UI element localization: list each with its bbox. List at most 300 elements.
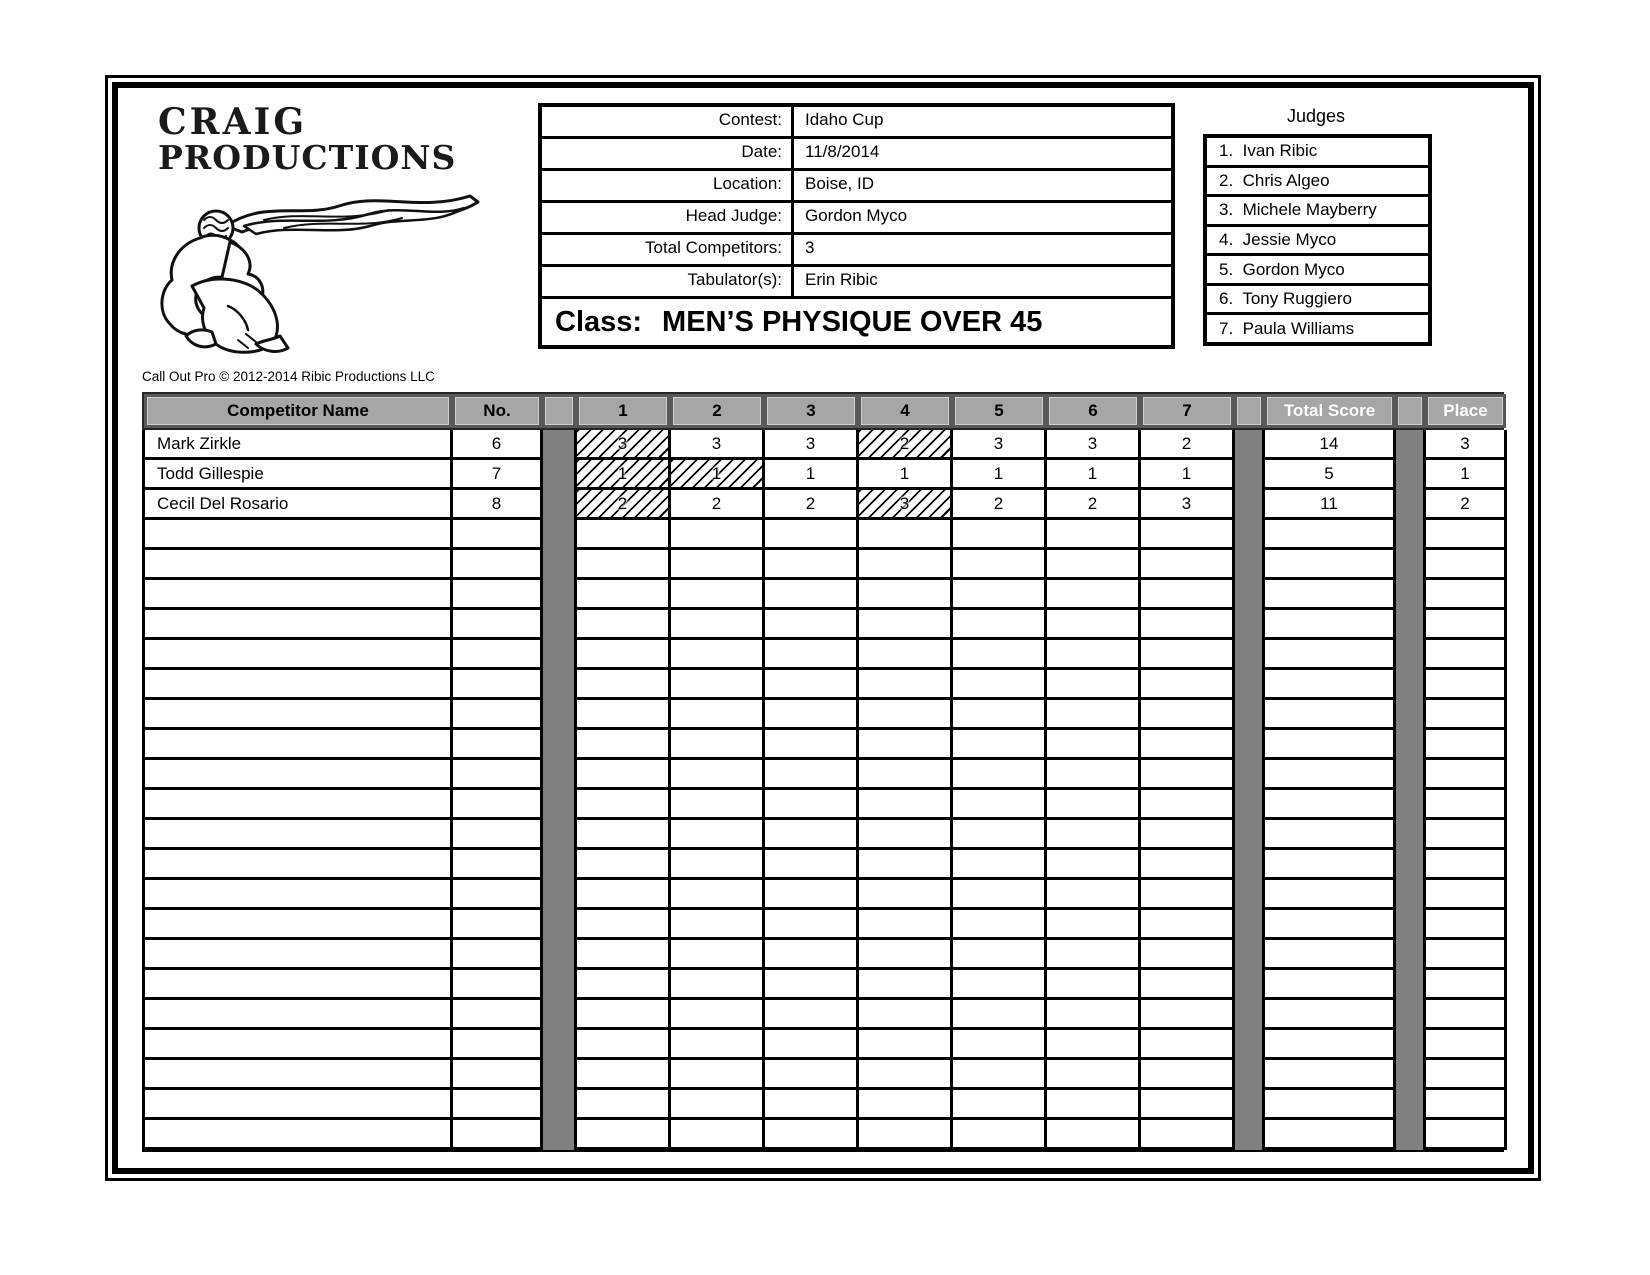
score-cell-judge-4: [859, 910, 953, 940]
score-cell-judge-7: [1141, 880, 1235, 910]
spacer-cell: [1396, 610, 1426, 640]
score-cell-judge-7: [1141, 970, 1235, 1000]
score-cell-judge-5: [953, 970, 1047, 1000]
score-cell-judge-1: [577, 700, 671, 730]
spacer-cell: [543, 910, 577, 940]
spacer-cell: [543, 460, 577, 490]
score-cell-judge-2: [671, 640, 765, 670]
judge-item: 5. Gordon Myco: [1207, 256, 1428, 286]
score-cell-judge-1: [577, 1030, 671, 1060]
judge-item: 1. Ivan Ribic: [1207, 138, 1428, 168]
competitor-no-cell: 7: [453, 460, 543, 490]
spacer-cell: [543, 760, 577, 790]
score-cell-judge-2: [671, 940, 765, 970]
empty-row: [145, 1030, 1504, 1060]
score-cell-judge-3: 2: [765, 490, 859, 520]
place-cell: [1426, 550, 1507, 580]
competitor-no-cell: [453, 1060, 543, 1090]
spacer-cell: [543, 550, 577, 580]
score-cell-judge-1: [577, 550, 671, 580]
score-cell-judge-3: [765, 1120, 859, 1150]
score-cell-judge-1: 1: [577, 460, 671, 490]
total-score-cell: 5: [1265, 460, 1396, 490]
place-cell: [1426, 730, 1507, 760]
score-cell-judge-1: [577, 1000, 671, 1030]
score-cell-judge-4: [859, 730, 953, 760]
score-cell-judge-7: [1141, 580, 1235, 610]
empty-row: [145, 970, 1504, 1000]
competitor-name-cell: Cecil Del Rosario: [145, 490, 453, 520]
competitor-name-cell: [145, 550, 453, 580]
competitor-no-cell: [453, 700, 543, 730]
score-cell-judge-3: [765, 880, 859, 910]
empty-row: [145, 820, 1504, 850]
competitor-no-cell: [453, 940, 543, 970]
score-cell-judge-2: [671, 1030, 765, 1060]
competitor-row: [145, 460, 1504, 490]
competitor-name-cell: [145, 520, 453, 550]
score-cell-judge-5: 3: [953, 430, 1047, 460]
location-row: [542, 171, 1171, 203]
score-cell-judge-7: [1141, 610, 1235, 640]
score-cell-judge-5: [953, 580, 1047, 610]
empty-row: [145, 850, 1504, 880]
score-cell-judge-2: [671, 610, 765, 640]
score-cell-judge-3: [765, 520, 859, 550]
spacer-cell: [1235, 430, 1265, 460]
competitor-name-cell: [145, 670, 453, 700]
spacer-cell: [543, 940, 577, 970]
judge-item: 2. Chris Algeo: [1207, 168, 1428, 198]
score-cell-judge-7: [1141, 1000, 1235, 1030]
spacer-cell: [1396, 730, 1426, 760]
score-cell-judge-7: [1141, 1030, 1235, 1060]
total-score-cell: [1265, 850, 1396, 880]
empty-row: [145, 1060, 1504, 1090]
header-spacer: [1234, 394, 1264, 428]
spacer-cell: [543, 1060, 577, 1090]
score-cell-judge-7: [1141, 910, 1235, 940]
score-cell-judge-5: [953, 790, 1047, 820]
place-cell: [1426, 790, 1507, 820]
score-cell-judge-2: [671, 1090, 765, 1120]
competitor-no-cell: [453, 610, 543, 640]
score-cell-judge-7: [1141, 790, 1235, 820]
score-cell-judge-2: [671, 1000, 765, 1030]
score-cell-judge-1: [577, 940, 671, 970]
score-cell-judge-6: [1047, 790, 1141, 820]
score-cell-judge-5: [953, 910, 1047, 940]
competitor-no-cell: [453, 520, 543, 550]
logo: [158, 101, 457, 177]
empty-row: [145, 640, 1504, 670]
total-score-cell: [1265, 820, 1396, 850]
spacer-cell: [1235, 1030, 1265, 1060]
score-cell-judge-7: 2: [1141, 430, 1235, 460]
place-cell: 2: [1426, 490, 1507, 520]
score-cell-judge-1: [577, 640, 671, 670]
total-score-cell: [1265, 880, 1396, 910]
competitor-no-cell: [453, 760, 543, 790]
place-cell: [1426, 580, 1507, 610]
spacer-cell: [1235, 1120, 1265, 1150]
score-cell-judge-6: [1047, 520, 1141, 550]
spacer-cell: [543, 790, 577, 820]
score-cell-judge-3: [765, 640, 859, 670]
spacer-cell: [1235, 880, 1265, 910]
score-cell-judge-6: [1047, 1000, 1141, 1030]
score-cell-judge-2: [671, 730, 765, 760]
place-cell: [1426, 760, 1507, 790]
score-table-header: [142, 392, 1504, 430]
empty-row: [145, 670, 1504, 700]
total-score-cell: [1265, 790, 1396, 820]
competitor-name-cell: [145, 910, 453, 940]
competitor-name-cell: [145, 1090, 453, 1120]
place-cell: [1426, 640, 1507, 670]
score-cell-judge-7: [1141, 640, 1235, 670]
spacer-cell: [1235, 490, 1265, 520]
place-cell: [1426, 1090, 1507, 1120]
score-cell-judge-5: [953, 1030, 1047, 1060]
class-row: [542, 299, 1171, 345]
score-cell-judge-3: [765, 610, 859, 640]
score-cell-judge-1: [577, 760, 671, 790]
score-cell-judge-5: [953, 640, 1047, 670]
score-cell-judge-6: [1047, 730, 1141, 760]
competitor-no-cell: [453, 1120, 543, 1150]
score-cell-judge-4: [859, 970, 953, 1000]
spacer-cell: [1235, 940, 1265, 970]
score-cell-judge-4: 2: [859, 430, 953, 460]
spacer-cell: [1396, 460, 1426, 490]
spacer-cell: [543, 1090, 577, 1120]
score-cell-judge-1: [577, 1060, 671, 1090]
score-cell-judge-4: [859, 700, 953, 730]
score-cell-judge-3: [765, 910, 859, 940]
score-cell-judge-6: 2: [1047, 490, 1141, 520]
score-cell-judge-4: 3: [859, 490, 953, 520]
total-score-cell: [1265, 520, 1396, 550]
place-cell: [1426, 940, 1507, 970]
score-cell-judge-4: [859, 670, 953, 700]
competitor-no-cell: [453, 880, 543, 910]
score-cell-judge-3: [765, 1000, 859, 1030]
spacer-cell: [1235, 700, 1265, 730]
spacer-cell: [1235, 970, 1265, 1000]
sheet-frame: [105, 75, 1541, 1181]
score-cell-judge-1: [577, 1120, 671, 1150]
score-cell-judge-2: 3: [671, 430, 765, 460]
score-cell-judge-2: [671, 880, 765, 910]
score-cell-judge-1: [577, 850, 671, 880]
total-competitors-value: 3: [791, 235, 1171, 264]
competitor-row: [145, 430, 1504, 460]
score-cell-judge-5: [953, 760, 1047, 790]
total-score-cell: [1265, 1120, 1396, 1150]
head-judge-label: Head Judge:: [685, 206, 782, 225]
sheet: [112, 82, 1534, 1174]
score-cell-judge-1: [577, 670, 671, 700]
spacer-cell: [1396, 520, 1426, 550]
spacer-cell: [1396, 1090, 1426, 1120]
score-cell-judge-4: [859, 610, 953, 640]
score-cell-judge-1: 3: [577, 430, 671, 460]
spacer-cell: [1396, 1030, 1426, 1060]
bodybuilder-logo-icon: [134, 174, 494, 362]
score-cell-judge-2: 2: [671, 490, 765, 520]
score-cell-judge-7: [1141, 670, 1235, 700]
score-cell-judge-6: [1047, 760, 1141, 790]
spacer-cell: [1235, 460, 1265, 490]
spacer-cell: [1235, 670, 1265, 700]
place-cell: [1426, 1060, 1507, 1090]
score-cell-judge-3: [765, 790, 859, 820]
score-cell-judge-5: [953, 700, 1047, 730]
judges-title: Judges: [1286, 106, 1346, 126]
score-cell-judge-4: [859, 790, 953, 820]
place-cell: [1426, 1030, 1507, 1060]
empty-row: [145, 940, 1504, 970]
header-competitor-name: Competitor Name: [144, 394, 452, 428]
score-cell-judge-2: [671, 700, 765, 730]
score-cell-judge-7: [1141, 1060, 1235, 1090]
total-competitors-label: Total Competitors:: [645, 238, 782, 257]
competitor-name-cell: [145, 820, 453, 850]
total-score-cell: [1265, 640, 1396, 670]
score-cell-judge-1: [577, 790, 671, 820]
score-cell-judge-1: [577, 820, 671, 850]
location-value: Boise, ID: [791, 171, 1171, 200]
competitor-name-cell: Mark Zirkle: [145, 430, 453, 460]
spacer-cell: [1396, 940, 1426, 970]
spacer-cell: [1396, 1120, 1426, 1150]
competitor-no-cell: [453, 790, 543, 820]
empty-row: [145, 580, 1504, 610]
competitor-no-cell: [453, 970, 543, 1000]
empty-row: [145, 1090, 1504, 1120]
competitor-no-cell: 8: [453, 490, 543, 520]
total-score-cell: [1265, 580, 1396, 610]
spacer-cell: [1396, 790, 1426, 820]
copyright-text: Call Out Pro © 2012-2014 Ribic Productions LLC: [142, 369, 435, 384]
spacer-cell: [543, 1030, 577, 1060]
header-judge-2: 2: [670, 394, 764, 428]
place-cell: [1426, 880, 1507, 910]
spacer-cell: [543, 970, 577, 1000]
empty-row: [145, 520, 1504, 550]
spacer-cell: [543, 1120, 577, 1150]
competitor-no-cell: [453, 580, 543, 610]
competitor-no-cell: [453, 1000, 543, 1030]
tabulator-label: Tabulator(s):: [687, 270, 782, 289]
spacer-cell: [543, 670, 577, 700]
competitor-no-cell: [453, 820, 543, 850]
score-cell-judge-4: [859, 520, 953, 550]
judge-item: 4. Jessie Myco: [1207, 227, 1428, 257]
spacer-cell: [1396, 850, 1426, 880]
header-judge-5: 5: [952, 394, 1046, 428]
score-cell-judge-3: [765, 820, 859, 850]
score-cell-judge-2: [671, 820, 765, 850]
score-cell-judge-4: [859, 550, 953, 580]
score-cell-judge-5: [953, 670, 1047, 700]
score-cell-judge-1: [577, 730, 671, 760]
competitor-name-cell: [145, 1030, 453, 1060]
score-table-body: [142, 430, 1504, 1152]
score-cell-judge-5: [953, 1060, 1047, 1090]
score-cell-judge-1: [577, 910, 671, 940]
score-cell-judge-3: [765, 970, 859, 1000]
spacer-cell: [1235, 790, 1265, 820]
spacer-cell: [543, 880, 577, 910]
score-cell-judge-7: [1141, 820, 1235, 850]
score-cell-judge-2: [671, 790, 765, 820]
score-cell-judge-5: [953, 820, 1047, 850]
score-cell-judge-3: [765, 700, 859, 730]
header-judge-4: 4: [858, 394, 952, 428]
score-cell-judge-7: [1141, 850, 1235, 880]
score-cell-judge-6: [1047, 610, 1141, 640]
spacer-cell: [1396, 640, 1426, 670]
competitor-name-cell: [145, 610, 453, 640]
score-cell-judge-6: [1047, 700, 1141, 730]
score-cell-judge-6: [1047, 550, 1141, 580]
total-score-cell: [1265, 1030, 1396, 1060]
score-cell-judge-1: [577, 520, 671, 550]
header-spacer: [542, 394, 576, 428]
score-cell-judge-2: [671, 520, 765, 550]
head-judge-row: [542, 203, 1171, 235]
score-cell-judge-4: [859, 850, 953, 880]
score-cell-judge-7: 3: [1141, 490, 1235, 520]
place-cell: 1: [1426, 460, 1507, 490]
date-row: [542, 139, 1171, 171]
empty-row: [145, 880, 1504, 910]
total-score-cell: [1265, 610, 1396, 640]
header-judge-3: 3: [764, 394, 858, 428]
score-cell-judge-3: [765, 670, 859, 700]
score-cell-judge-2: [671, 910, 765, 940]
competitor-name-cell: [145, 760, 453, 790]
score-cell-judge-3: 3: [765, 430, 859, 460]
spacer-cell: [1235, 640, 1265, 670]
contest-row: [542, 107, 1171, 139]
place-cell: 3: [1426, 430, 1507, 460]
spacer-cell: [543, 820, 577, 850]
competitor-name-cell: [145, 1000, 453, 1030]
score-cell-judge-7: [1141, 1090, 1235, 1120]
competitor-no-cell: [453, 670, 543, 700]
score-cell-judge-3: [765, 550, 859, 580]
score-cell-judge-3: [765, 940, 859, 970]
date-label: Date:: [741, 142, 782, 161]
score-cell-judge-6: [1047, 1030, 1141, 1060]
score-cell-judge-7: [1141, 550, 1235, 580]
spacer-cell: [1235, 580, 1265, 610]
score-cell-judge-4: [859, 820, 953, 850]
score-cell-judge-4: [859, 1000, 953, 1030]
score-cell-judge-5: [953, 1090, 1047, 1120]
place-cell: [1426, 670, 1507, 700]
score-cell-judge-6: 3: [1047, 430, 1141, 460]
spacer-cell: [1235, 610, 1265, 640]
score-cell-judge-7: [1141, 700, 1235, 730]
score-cell-judge-5: 2: [953, 490, 1047, 520]
competitor-name-cell: [145, 850, 453, 880]
score-cell-judge-2: [671, 580, 765, 610]
competitor-no-cell: [453, 1090, 543, 1120]
total-score-cell: [1265, 1060, 1396, 1090]
place-cell: [1426, 970, 1507, 1000]
competitor-name-cell: [145, 1120, 453, 1150]
spacer-cell: [1396, 580, 1426, 610]
place-cell: [1426, 1000, 1507, 1030]
spacer-cell: [1396, 1060, 1426, 1090]
total-score-cell: [1265, 1000, 1396, 1030]
contest-value: Idaho Cup: [791, 107, 1171, 136]
header-total-score: Total Score: [1264, 394, 1395, 428]
spacer-cell: [1396, 760, 1426, 790]
spacer-cell: [1396, 1000, 1426, 1030]
judge-item: 6. Tony Ruggiero: [1207, 286, 1428, 316]
score-cell-judge-4: [859, 580, 953, 610]
score-table: [142, 392, 1504, 1152]
score-cell-judge-2: [671, 550, 765, 580]
total-score-cell: [1265, 730, 1396, 760]
score-cell-judge-7: [1141, 760, 1235, 790]
score-cell-judge-5: [953, 520, 1047, 550]
spacer-cell: [1396, 880, 1426, 910]
spacer-cell: [1396, 490, 1426, 520]
score-cell-judge-6: [1047, 1090, 1141, 1120]
spacer-cell: [1235, 910, 1265, 940]
competitor-name-cell: [145, 640, 453, 670]
judge-item: 7. Paula Williams: [1219, 318, 1355, 338]
competitor-no-cell: [453, 640, 543, 670]
header-judge-7: 7: [1140, 394, 1234, 428]
score-cell-judge-3: [765, 580, 859, 610]
spacer-cell: [543, 580, 577, 610]
score-cell-judge-1: [577, 1090, 671, 1120]
competitor-no-cell: [453, 910, 543, 940]
score-cell-judge-2: 1: [671, 460, 765, 490]
score-cell-judge-3: [765, 760, 859, 790]
header-place: Place: [1425, 394, 1506, 428]
score-cell-judge-4: [859, 1090, 953, 1120]
score-cell-judge-6: [1047, 640, 1141, 670]
score-cell-judge-2: [671, 850, 765, 880]
score-cell-judge-5: [953, 880, 1047, 910]
score-cell-judge-6: [1047, 850, 1141, 880]
score-cell-judge-4: [859, 940, 953, 970]
spacer-cell: [543, 640, 577, 670]
tabulator-value: Erin Ribic: [791, 267, 1171, 296]
score-cell-judge-7: [1141, 520, 1235, 550]
spacer-cell: [543, 490, 577, 520]
competitor-name-cell: [145, 730, 453, 760]
spacer-cell: [1235, 1090, 1265, 1120]
score-cell-judge-2: [671, 1120, 765, 1150]
empty-row: [145, 730, 1504, 760]
place-cell: [1426, 910, 1507, 940]
spacer-cell: [543, 730, 577, 760]
score-cell-judge-2: [671, 670, 765, 700]
spacer-cell: [1235, 730, 1265, 760]
score-cell-judge-5: [953, 1120, 1047, 1150]
competitor-no-cell: [453, 550, 543, 580]
spacer-cell: [1235, 760, 1265, 790]
